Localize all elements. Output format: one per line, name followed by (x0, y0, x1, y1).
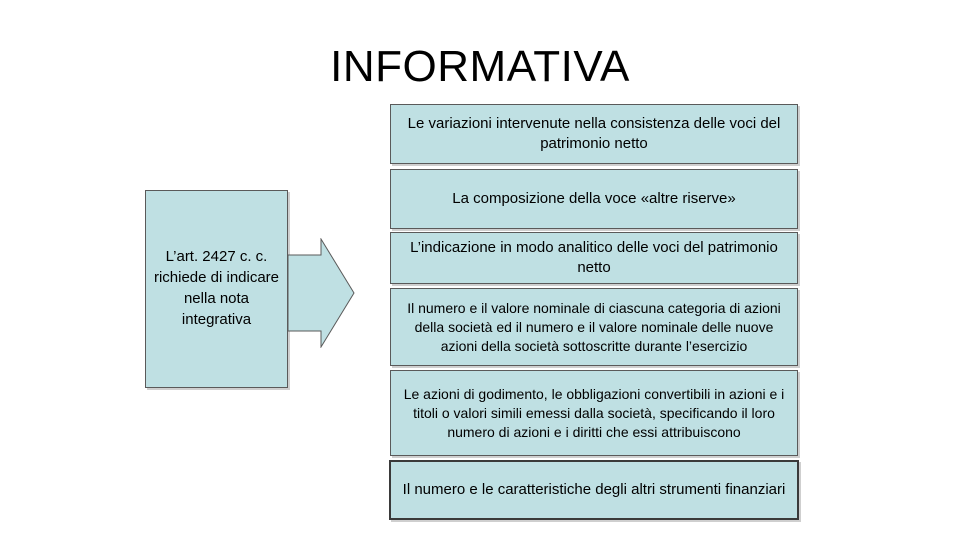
right-arrow-icon (287, 238, 357, 348)
item-text: La composizione della voce «altre riserve» (452, 190, 736, 207)
page-title: INFORMATIVA (330, 42, 630, 91)
item-box-indicazione-analitica (390, 232, 798, 284)
item-text: Il numero e il valore nominale di ciascuna categoria di azioni della società ed il numero e il valore nominale delle nuove azioni della società sottoscritte durante l’esercizio (407, 299, 781, 354)
source-box-text: L’art. 2427 c. c. richiede di indicare nella nota integrativa (153, 248, 280, 328)
item-text: Le variazioni intervenute nella consistenza delle voci del patrimonio netto (407, 115, 781, 152)
item-text: L’indicazione in modo analitico delle voci del patrimonio netto (410, 239, 778, 276)
item-box-strumenti-finanziari (389, 460, 799, 520)
item-box-altre-riserve (390, 169, 798, 229)
item-box-variazioni (390, 104, 798, 164)
item-box-azioni-godimento (390, 370, 798, 456)
item-text: Le azioni di godimento, le obbligazioni convertibili in azioni e i titoli o valori simili emessi dalla società, specificando il loro numero di azioni e i diritti che essi attribuiscono (403, 385, 785, 440)
source-box-art-2427 (145, 190, 288, 388)
item-text: Il numero e le caratteristiche degli altri strumenti finanziari (402, 481, 786, 498)
item-box-numero-valore-azioni (390, 288, 798, 366)
